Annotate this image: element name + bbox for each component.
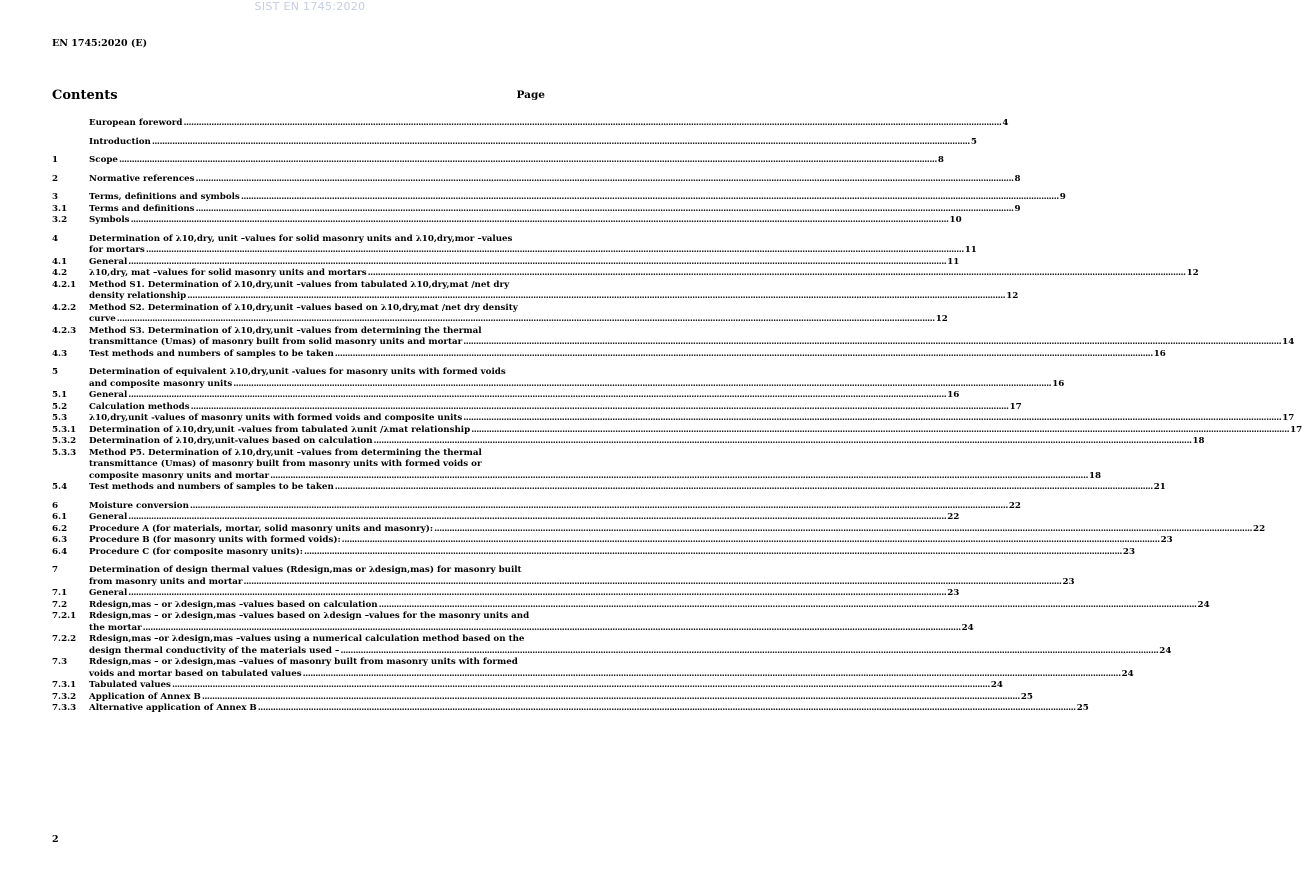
toc-leader-dots (128, 390, 946, 402)
toc-section-number: 2 (52, 173, 59, 184)
toc-title: Rdesign,mas – or λdesign,mas –values based on calculation (89, 599, 378, 610)
toc-title: Determination of λ10,dry,unit -values from tabulated λunit /λmat relationship (89, 424, 471, 435)
toc-leader-dots (202, 692, 1020, 704)
toc-page-number: 16 (1052, 378, 1065, 389)
toc-entry[interactable] (52, 136, 977, 149)
toc-section-number: 7.3.1 (52, 680, 77, 690)
toc-entry[interactable] (52, 634, 1172, 657)
toc-section-number: 6 (52, 500, 59, 511)
contents-title: Contents (52, 88, 118, 103)
toc-section-number: 5.1 (52, 390, 68, 400)
toc-section-number: 7.2 (52, 599, 68, 610)
toc-leader-dots (190, 501, 1008, 513)
toc-section-number: 6.1 (52, 512, 68, 522)
toc-title: Normative references (89, 173, 195, 184)
toc-section-number: 5.2 (52, 401, 68, 412)
toc-entry[interactable] (52, 118, 1009, 130)
toc-entry[interactable] (52, 325, 1295, 349)
toc-entry[interactable] (52, 401, 1022, 414)
toc-leader-dots (244, 577, 1062, 589)
toc-page-number: 8 (937, 155, 944, 165)
toc-page-number: 17 (1009, 401, 1022, 412)
toc-section-number: 4.2.2 (52, 302, 77, 313)
toc-page-number: 12 (1186, 268, 1199, 278)
toc-entry[interactable] (52, 512, 960, 524)
toc-leader-dots (191, 402, 1009, 414)
toc-title: Test methods and numbers of samples to be taken (89, 482, 334, 492)
toc-leader-dots (196, 204, 1014, 216)
toc-title: Symbols (89, 215, 130, 225)
toc-page-number: 9 (1059, 192, 1066, 202)
toc-section-number: 5.3.3 (52, 447, 77, 458)
toc-section-number: 7.2.1 (52, 611, 77, 621)
toc-page-number: 14 (1282, 337, 1295, 347)
toc-page-number: 10 (949, 215, 962, 225)
toc-title: density relationship (89, 291, 187, 301)
toc-page-number: 17 (1290, 424, 1302, 435)
toc-title: λ10,dry,unit -values of masonry units with formed voids and composite units (89, 413, 463, 423)
toc-entry[interactable] (52, 155, 944, 167)
toc-section-number (52, 118, 89, 130)
toc-page-number: 4 (1002, 118, 1009, 128)
toc-title: General (89, 390, 128, 400)
toc-leader-dots (335, 482, 1153, 494)
toc-title: transmittance (Umas) of masonry built from masonry units with formed voids or (89, 459, 482, 469)
toc-title: the mortar (89, 622, 142, 633)
toc-entry[interactable] (52, 588, 960, 600)
toc-page-number: 16 (947, 390, 960, 400)
toc-leader-dots (434, 524, 1252, 536)
toc-entry[interactable] (52, 268, 1199, 280)
toc-page-number: 23 (1122, 546, 1135, 557)
toc-page-number: 5 (970, 136, 977, 147)
toc-entry[interactable] (52, 256, 960, 269)
toc-section-number: 5.4 (52, 482, 68, 492)
toc-title: for mortars (89, 245, 145, 255)
toc-leader-dots (131, 215, 949, 227)
toc-page-number: 23 (1062, 576, 1075, 587)
toc-title: curve (89, 314, 116, 324)
toc-entry[interactable] (52, 546, 1135, 559)
toc-title: Terms and definitions (89, 203, 195, 214)
document-id: EN 1745:2020 (E) (52, 38, 148, 49)
toc-section-number: 4.2.3 (52, 325, 77, 336)
toc-title: Moisture conversion (89, 500, 189, 511)
toc-title: Determination of design thermal values (Rdesign,mas or λdesign,mas) for masonry built (89, 565, 522, 575)
toc-title: from masonry units and mortar (89, 576, 243, 587)
toc-entry[interactable] (52, 302, 948, 326)
toc-page-number: 16 (1153, 348, 1166, 359)
toc-page-number: 24 (1159, 645, 1172, 656)
toc-title: design thermal conductivity of the materials used – (89, 645, 340, 656)
toc-leader-dots (119, 155, 937, 167)
toc-leader-dots (128, 257, 946, 269)
toc-title: Tabulated values (89, 680, 171, 690)
toc-section-number: 7.3.3 (52, 703, 77, 713)
toc-section-number: 6.3 (52, 535, 68, 545)
toc-page-number: 25 (1076, 703, 1089, 713)
toc-title: Method S1. Determination of λ10,dry,unit –values from tabulated λ10,dry,mat /net dry (89, 279, 510, 290)
toc-page-number: 24 (1121, 668, 1134, 679)
toc-leader-dots (258, 703, 1076, 715)
toc-page-number: 22 (1008, 500, 1021, 511)
toc-entry[interactable] (52, 691, 1033, 704)
toc-page-number: 24 (961, 622, 974, 633)
toc-page-number: 25 (1020, 691, 1033, 702)
toc-title: Rdesign,mas – or λdesign,mas –values based on λdesign –values for the masonry units and (89, 611, 530, 621)
toc-title: Introduction (89, 136, 151, 147)
toc-entry[interactable] (52, 657, 1134, 680)
toc-page-number: 22 (947, 512, 960, 522)
toc-title: Scope (89, 155, 118, 165)
toc-entry[interactable] (52, 599, 1210, 612)
toc-entry[interactable] (52, 424, 1302, 437)
page-column-label: Page (516, 89, 545, 101)
toc-page-number: 24 (990, 680, 1003, 690)
toc-page-number: 21 (1153, 482, 1166, 492)
toc-entry[interactable] (52, 680, 1003, 692)
toc-section-number: 5 (52, 367, 59, 377)
toc-section-number: 5.3.1 (52, 424, 77, 435)
toc-leader-dots (379, 600, 1197, 612)
toc-title: Determination of λ10,dry, unit –values for solid masonry units and λ10,dry,mor –values (89, 233, 513, 244)
table-of-contents (52, 118, 1302, 715)
toc-page-number: 17 (1282, 413, 1295, 423)
toc-leader-dots (233, 379, 1051, 391)
toc-entry[interactable] (52, 436, 1205, 448)
toc-title: Alternative application of Annex B (89, 703, 257, 713)
toc-title: Application of Annex B (89, 691, 201, 702)
toc-title: Procedure C (for composite masonry units): (89, 546, 303, 557)
toc-entry[interactable] (52, 192, 1066, 204)
toc-entry[interactable] (52, 703, 1089, 715)
toc-title: Determination of equivalent λ10,dry,unit -values for masonry units with formed voids (89, 367, 506, 377)
toc-title: Procedure B (for masonry units with formed voids): (89, 535, 341, 545)
toc-section-number: 6.2 (52, 523, 68, 534)
toc-entry[interactable] (52, 500, 1021, 513)
toc-section-number: 4.2 (52, 268, 68, 278)
toc-title: Test methods and numbers of samples to be taken (89, 348, 334, 359)
toc-leader-dots (270, 471, 1088, 483)
toc-title: Rdesign,mas – or λdesign,mas –values of masonry built from masonry units with formed (89, 657, 518, 667)
toc-entry[interactable] (52, 523, 1266, 536)
toc-page-number: 18 (1089, 470, 1102, 481)
toc-entry[interactable] (52, 535, 1173, 547)
toc-page-number: 12 (935, 314, 948, 324)
toc-section-number: 7 (52, 565, 59, 575)
toc-title: λ10,dry, mat –values for solid masonry units and mortars (89, 268, 367, 278)
toc-title: Method S2. Determination of λ10,dry,unit –values based on λ10,dry,mat /net dry density (89, 302, 518, 313)
toc-page-number: 18 (1192, 436, 1205, 446)
toc-leader-dots (368, 268, 1186, 280)
toc-leader-dots (152, 137, 970, 149)
toc-leader-dots (374, 436, 1192, 448)
toc-title: Terms, definitions and symbols (89, 192, 240, 202)
toc-entry[interactable] (52, 367, 1065, 390)
toc-leader-dots (128, 512, 946, 524)
page-number: 2 (52, 834, 59, 845)
toc-section-number: 4 (52, 233, 59, 244)
toc-leader-dots (172, 680, 990, 692)
toc-section-number (52, 137, 89, 149)
toc-title: voids and mortar based on tabulated values (89, 668, 302, 679)
toc-leader-dots (463, 337, 1281, 349)
toc-section-number: 6.4 (52, 546, 68, 557)
toc-section-number: 3.1 (52, 203, 68, 214)
toc-entry[interactable] (52, 348, 1166, 361)
toc-leader-dots (342, 535, 1160, 547)
toc-entry[interactable] (52, 279, 1019, 303)
toc-title: Rdesign,mas –or λdesign,mas –values using a numerical calculation method based on the (89, 634, 525, 644)
toc-leader-dots (128, 588, 946, 600)
toc-section-number: 4.3 (52, 348, 68, 359)
toc-entry[interactable] (52, 203, 1021, 216)
toc-entry[interactable] (52, 482, 1166, 494)
toc-section-number: 7.3.2 (52, 691, 77, 702)
toc-section-number: 7.2.2 (52, 634, 77, 644)
toc-title: composite masonry units and mortar (89, 470, 270, 481)
toc-leader-dots (304, 547, 1122, 559)
toc-page-number: 24 (1197, 599, 1210, 610)
toc-leader-dots (183, 118, 1001, 130)
toc-entry[interactable] (52, 565, 1075, 588)
toc-title: transmittance (Umas) of masonry built from solid masonry units and mortar (89, 337, 463, 347)
toc-entry[interactable] (52, 173, 1021, 186)
toc-title: Method S3. Determination of λ10,dry,unit –values from determining the thermal (89, 325, 482, 336)
toc-title: Determination of λ10,dry,unit-values based on calculation (89, 436, 373, 446)
toc-page-number: 8 (1014, 173, 1021, 184)
toc-title: General (89, 588, 128, 598)
toc-page-number: 23 (947, 588, 960, 598)
toc-title: Procedure A (for materials, mortar, solid masonry units and masonry): (89, 523, 434, 534)
toc-title: General (89, 256, 128, 267)
toc-page-number: 9 (1014, 203, 1021, 214)
toc-leader-dots (196, 174, 1014, 186)
toc-title: Method P5. Determination of λ10,dry,unit –values from determining the thermal (89, 447, 482, 458)
watermark: SIST EN 1745:2020 (254, 0, 366, 13)
toc-leader-dots (187, 291, 1005, 303)
toc-page-number: 11 (947, 256, 960, 267)
toc-section-number: 5.3.2 (52, 436, 77, 446)
toc-title: Calculation methods (89, 401, 190, 412)
toc-section-number: 7.1 (52, 588, 68, 598)
toc-page-number: 23 (1160, 535, 1173, 545)
toc-entry[interactable] (52, 233, 977, 257)
toc-section-number: 4.2.1 (52, 279, 77, 290)
toc-section-number: 1 (52, 155, 59, 165)
toc-entry[interactable] (52, 390, 960, 402)
toc-leader-dots (335, 349, 1153, 361)
toc-leader-dots (463, 413, 1281, 425)
toc-leader-dots (241, 192, 1059, 204)
toc-title: and composite masonry units (89, 378, 233, 389)
toc-leader-dots (117, 314, 935, 326)
toc-title: General (89, 512, 128, 522)
toc-leader-dots (471, 425, 1289, 437)
toc-title: European foreword (89, 118, 183, 128)
toc-entry[interactable] (52, 447, 1102, 483)
toc-leader-dots (143, 623, 961, 635)
toc-leader-dots (303, 669, 1121, 681)
toc-section-number: 5.3 (52, 413, 68, 423)
toc-section-number: 4.1 (52, 256, 68, 267)
toc-section-number: 3 (52, 192, 59, 202)
toc-entry[interactable] (52, 215, 962, 227)
toc-entry[interactable] (52, 413, 1295, 425)
toc-page-number: 11 (964, 245, 977, 255)
toc-leader-dots (340, 646, 1158, 658)
toc-entry[interactable] (52, 611, 974, 634)
toc-section-number: 7.3 (52, 657, 68, 667)
toc-page-number: 12 (1006, 291, 1019, 301)
toc-page-number: 22 (1253, 523, 1266, 534)
toc-section-number: 3.2 (52, 215, 68, 225)
toc-leader-dots (146, 245, 964, 257)
